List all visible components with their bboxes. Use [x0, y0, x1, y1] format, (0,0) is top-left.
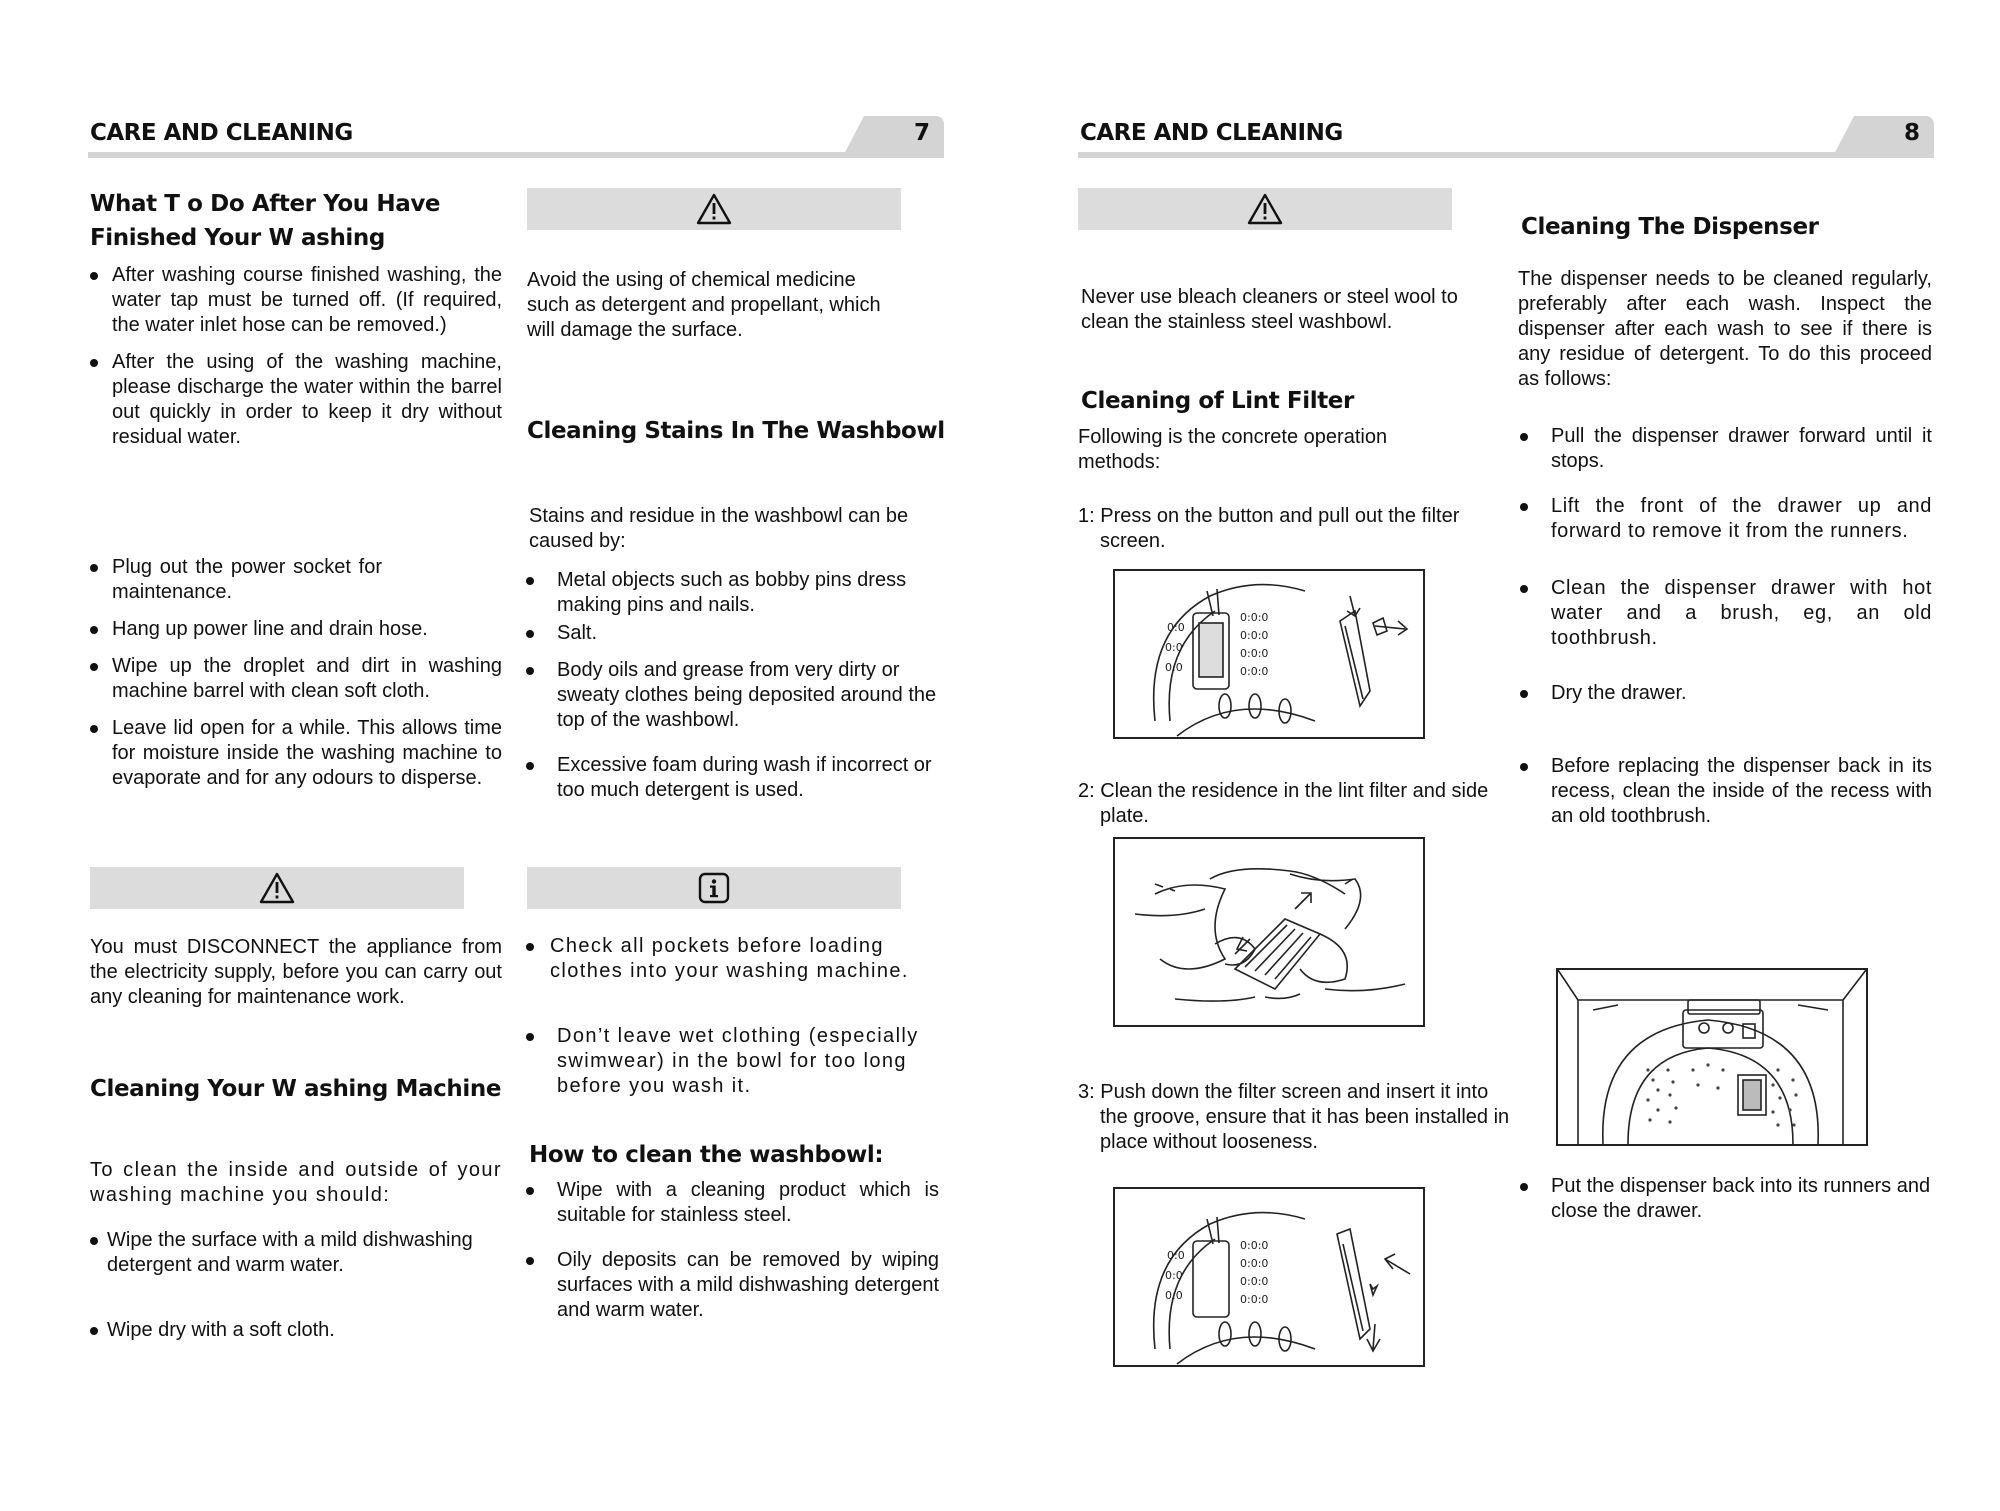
list-item: Clean the dispenser drawer with hot water and a brush, eg, an old toothbrush.	[1518, 576, 1932, 651]
warning-triangle-icon	[1247, 193, 1283, 225]
disconnect-warning-text: You must DISCONNECT the appliance from the electricity supply, before you can carry out any cleaning for maintenance work.	[90, 936, 502, 1008]
list-item: Don’t leave wet clothing (especially swimwear) in the bowl for too long before you wash it.	[524, 1024, 944, 1099]
lint-filter-intro: Following is the concrete operation methods:	[1078, 426, 1388, 473]
list-item: Metal objects such as bobby pins dress making pins and nails.	[524, 568, 944, 618]
svg-text:0:0:0: 0:0:0	[1240, 611, 1269, 624]
chemical-warning-banner	[527, 188, 901, 230]
header-title: CARE AND CLEANING	[90, 120, 353, 146]
warning-triangle-icon	[259, 872, 295, 904]
svg-text:0:0:0: 0:0:0	[1240, 1293, 1269, 1306]
list-item: Wipe the surface with a mild dishwashing detergent and warm water.	[90, 1228, 502, 1278]
list-item: Body oils and grease from very dirty or sweaty clothes being deposited around the top of the washbowl.	[524, 658, 944, 733]
list-item: Lift the front of the drawer up and forward to remove it from the runners.	[1518, 494, 1932, 544]
list-item: Salt.	[524, 621, 944, 646]
left-page-header	[88, 116, 944, 158]
stains-list	[524, 568, 944, 803]
disconnect-warning-banner	[90, 867, 464, 909]
cleaning-machine-heading: Cleaning Your W ashing Machine	[90, 1076, 502, 1102]
list-item: Leave lid open for a while. This allows time for moisture inside the washing machine to evaporate and for any odours to disperse.	[90, 716, 502, 791]
stains-heading: Cleaning Stains In The Washbowl	[527, 418, 945, 444]
lint-filter-heading: Cleaning of Lint Filter	[1081, 388, 1354, 414]
page-number: 7	[913, 120, 930, 146]
list-item: Wipe with a cleaning product which is suitable for stainless steel.	[524, 1178, 939, 1228]
list-item: Put the dispenser back into its runners and close the drawer.	[1518, 1174, 1932, 1224]
svg-text:0:0: 0:0	[1167, 1249, 1185, 1262]
list-item: Excessive foam during wash if incorrect or too much detergent is used.	[524, 753, 944, 803]
header-rule	[1078, 152, 1934, 158]
chemical-warning-text: Avoid the using of chemical medicine such as detergent and propellant, which will damage the surface.	[527, 269, 881, 341]
bleach-warning-banner	[1078, 188, 1452, 230]
dispenser-illustration	[1556, 968, 1868, 1146]
filter-insertion-illustration	[1113, 1187, 1425, 1367]
list-item: Before replacing the dispenser back in its recess, clean the inside of the recess with an old toothbrush.	[1518, 754, 1932, 829]
after-washing-list	[90, 263, 502, 450]
list-item: Oily deposits can be removed by wiping surfaces with a mild dishwashing detergent and warm water.	[524, 1248, 939, 1323]
after-washing-heading: What T o Do After You Have Finished Your W ashing	[90, 191, 441, 251]
svg-text:0:0:0: 0:0:0	[1240, 1257, 1269, 1270]
dispenser-final-list	[1518, 1174, 1932, 1224]
svg-text:0:0: 0:0	[1165, 1289, 1183, 1302]
list-item: Dry the drawer.	[1518, 681, 1932, 706]
cleaning-machine-list	[90, 1228, 502, 1343]
list-item: After washing course finished washing, the water tap must be turned off. (If required, the water inlet hose can be removed.)	[90, 263, 502, 338]
svg-text:0:0: 0:0	[1165, 641, 1183, 654]
svg-text:0:0:0: 0:0:0	[1240, 629, 1269, 642]
list-item: Pull the dispenser drawer forward until it stops.	[1518, 424, 1932, 474]
list-item: Check all pockets before loading clothes into your washing machine.	[524, 934, 944, 984]
list-item: Plug out the power socket for maintenance.	[90, 555, 502, 605]
list-item: Hang up power line and drain hose.	[90, 617, 502, 642]
lint-step-3: 3: Push down the filter screen and insert it into the groove, ensure that it has been installed in place without looseness.	[1078, 1081, 1510, 1153]
page-number: 8	[1903, 120, 1920, 146]
cleaning-machine-intro: To clean the inside and outside of your washing machine you should:	[90, 1159, 502, 1206]
svg-text:0:0:0: 0:0:0	[1240, 1275, 1269, 1288]
lint-step-1: 1: Press on the button and pull out the filter screen.	[1078, 505, 1460, 552]
dispenser-intro: The dispenser needs to be cleaned regularly, preferably after each wash. Inspect the dispenser after each wash to see if there is any residue of detergent. To do this proceed as follows:	[1518, 268, 1932, 390]
svg-text:0:0: 0:0	[1167, 621, 1185, 634]
info-list	[524, 934, 944, 1099]
svg-text:0:0: 0:0	[1165, 1269, 1183, 1282]
svg-text:0:0: 0:0	[1165, 661, 1183, 674]
right-page-header	[1078, 116, 1934, 158]
warning-triangle-icon	[696, 193, 732, 225]
stains-intro: Stains and residue in the washbowl can be caused by:	[529, 505, 909, 552]
lint-step-2: 2: Clean the residence in the lint filter and side plate.	[1078, 780, 1489, 827]
info-banner	[527, 867, 901, 909]
filter-cleaning-illustration	[1113, 837, 1425, 1027]
dispenser-heading: Cleaning The Dispenser	[1521, 214, 1819, 240]
list-item: After the using of the washing machine, please discharge the water within the barrel out quickly in order to keep it dry without residual water.	[90, 350, 502, 450]
svg-text:0:0:0: 0:0:0	[1240, 665, 1269, 678]
list-item: Wipe up the droplet and dirt in washing machine barrel with clean soft cloth.	[90, 654, 502, 704]
header-rule	[88, 152, 944, 158]
filter-removal-illustration	[1113, 569, 1425, 739]
maintenance-list	[90, 555, 502, 791]
washbowl-heading: How to clean the washbowl:	[529, 1142, 884, 1168]
washbowl-list	[524, 1178, 939, 1323]
dispenser-list	[1518, 424, 1932, 829]
svg-text:0:0:0: 0:0:0	[1240, 1239, 1269, 1252]
bleach-warning-text: Never use bleach cleaners or steel wool to clean the stainless steel washbowl.	[1081, 286, 1458, 333]
list-item: Wipe dry with a soft cloth.	[90, 1318, 502, 1343]
svg-text:0:0:0: 0:0:0	[1240, 647, 1269, 660]
info-icon	[698, 872, 730, 904]
header-title: CARE AND CLEANING	[1080, 120, 1343, 146]
